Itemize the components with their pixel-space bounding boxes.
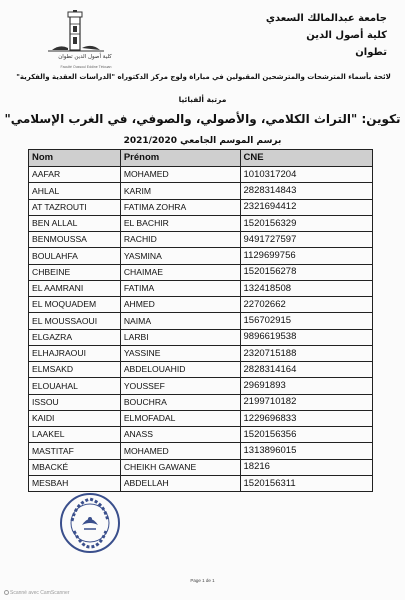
column-header-prenom: Prénom bbox=[120, 150, 240, 167]
table-row bbox=[29, 313, 373, 329]
cell-nom: EL MOUSSAOUI bbox=[29, 313, 121, 329]
cell-nom: BOULAHFA bbox=[29, 248, 121, 264]
cell-prenom: RACHID bbox=[120, 232, 240, 248]
cell-prenom: YASSINE bbox=[120, 345, 240, 361]
cell-cne: 9491727597 bbox=[240, 232, 372, 248]
cell-nom: EL AAMRANI bbox=[29, 280, 121, 296]
cell-cne: 2199710182 bbox=[240, 394, 372, 410]
cell-nom: AT TAZROUTI bbox=[29, 199, 121, 215]
cell-cne: 9896619538 bbox=[240, 329, 372, 345]
cell-cne: 1313896015 bbox=[240, 443, 372, 459]
city-name: تطوان bbox=[355, 47, 387, 58]
cell-prenom: NAIMA bbox=[120, 313, 240, 329]
table-row bbox=[29, 345, 373, 361]
table-row bbox=[29, 394, 373, 410]
cell-cne: 156702915 bbox=[240, 313, 372, 329]
cell-nom: CHBEINE bbox=[29, 264, 121, 280]
cell-prenom: ABDELOUAHID bbox=[120, 362, 240, 378]
cell-prenom: FATIMA ZOHRA bbox=[120, 199, 240, 215]
cell-cne: 1520156329 bbox=[240, 215, 372, 231]
cell-cne: 1229696833 bbox=[240, 410, 372, 426]
table-row bbox=[29, 199, 373, 215]
cell-nom: ISSOU bbox=[29, 394, 121, 410]
cell-prenom: CHEIKH GAWANE bbox=[120, 459, 240, 475]
faculty-stamp bbox=[58, 491, 122, 555]
university-name: جامعة عبدالمالك السعدي bbox=[265, 13, 387, 24]
cell-nom: KAIDI bbox=[29, 410, 121, 426]
table-row bbox=[29, 427, 373, 443]
table-row bbox=[29, 297, 373, 313]
cell-prenom: AHMED bbox=[120, 297, 240, 313]
scanner-watermark bbox=[4, 590, 69, 596]
cell-prenom: CHAIMAE bbox=[120, 264, 240, 280]
table-row bbox=[29, 167, 373, 183]
students-table bbox=[28, 149, 373, 492]
table-body bbox=[29, 167, 373, 492]
cell-prenom: ANASS bbox=[120, 427, 240, 443]
table-header-row bbox=[29, 150, 373, 167]
table-row bbox=[29, 232, 373, 248]
cell-nom: LAAKEL bbox=[29, 427, 121, 443]
cell-cne: 2828314164 bbox=[240, 362, 372, 378]
cell-cne: 1129699756 bbox=[240, 248, 372, 264]
cell-prenom: ABDELLAH bbox=[120, 475, 240, 491]
cell-nom: AHLAL bbox=[29, 183, 121, 199]
table-row bbox=[29, 362, 373, 378]
cell-prenom: MOHAMED bbox=[120, 443, 240, 459]
cell-nom: BEN ALLAL bbox=[29, 215, 121, 231]
cell-nom: MESBAH bbox=[29, 475, 121, 491]
faculty-name: كلية أصول الدين bbox=[306, 30, 387, 41]
cell-nom: AAFAR bbox=[29, 167, 121, 183]
cell-prenom: BOUCHRA bbox=[120, 394, 240, 410]
cell-cne: 132418508 bbox=[240, 280, 372, 296]
cell-nom: ELOUAHAL bbox=[29, 378, 121, 394]
cell-cne: 1010317204 bbox=[240, 167, 372, 183]
table-row bbox=[29, 443, 373, 459]
logo-subtitle: Faculté Oussoul Eddine Tétouan bbox=[60, 65, 112, 69]
cell-prenom: KARIM bbox=[120, 183, 240, 199]
table-row bbox=[29, 280, 373, 296]
table-row bbox=[29, 459, 373, 475]
cell-nom: ELGAZRA bbox=[29, 329, 121, 345]
cell-nom: MASTITAF bbox=[29, 443, 121, 459]
table-row bbox=[29, 329, 373, 345]
cell-cne: 1520156278 bbox=[240, 264, 372, 280]
cell-cne: 22702662 bbox=[240, 297, 372, 313]
academic-season: برسم الموسم الجامعي 2021/2020 bbox=[123, 136, 282, 146]
table-row bbox=[29, 475, 373, 491]
column-header-cne: CNE bbox=[240, 150, 372, 167]
cell-cne: 2828314843 bbox=[240, 183, 372, 199]
cell-prenom: ELMOFADAL bbox=[120, 410, 240, 426]
table-row bbox=[29, 183, 373, 199]
cell-cne: 29691893 bbox=[240, 378, 372, 394]
cell-nom: MBACKÉ bbox=[29, 459, 121, 475]
university-heading bbox=[266, 10, 387, 61]
cell-prenom: MOHAMED bbox=[120, 167, 240, 183]
ranking-note: مرتبة ألفبائيا bbox=[178, 95, 227, 104]
table-row bbox=[29, 264, 373, 280]
table-row bbox=[29, 248, 373, 264]
logo-caption: كلية أصول الدين تطوان bbox=[58, 54, 112, 60]
list-title: لائحة بأسماء المترشحات والمترشحين المقبولين في مباراة ولوج مركز الدكتوراه "الدراسات العقدية والفكرية" bbox=[16, 73, 391, 81]
cell-nom: ELHAJRAOUI bbox=[29, 345, 121, 361]
page-number: Page 1 de 1 bbox=[190, 578, 215, 583]
stamp-seal-icon bbox=[58, 491, 122, 555]
minaret-logo-icon bbox=[40, 10, 110, 56]
cell-nom: BENMOUSSA bbox=[29, 232, 121, 248]
camscanner-icon bbox=[4, 590, 9, 595]
training-title: تكوين: "التراث الكلامي، والأصولي، والصوفي، في الغرب الإسلامي" bbox=[4, 112, 401, 126]
cell-prenom: EL BACHIR bbox=[120, 215, 240, 231]
cell-nom: EL MOQUADEM bbox=[29, 297, 121, 313]
cell-cne: 2321694412 bbox=[240, 199, 372, 215]
cell-prenom: YOUSSEF bbox=[120, 378, 240, 394]
column-header-nom: Nom bbox=[29, 150, 121, 167]
cell-prenom: LARBI bbox=[120, 329, 240, 345]
faculty-logo bbox=[40, 10, 110, 72]
table-row bbox=[29, 410, 373, 426]
table-row bbox=[29, 215, 373, 231]
cell-cne: 18216 bbox=[240, 459, 372, 475]
cell-prenom: FATIMA bbox=[120, 280, 240, 296]
cell-nom: ELMSAKD bbox=[29, 362, 121, 378]
scanner-label: Scanné avec CamScanner bbox=[10, 590, 70, 596]
cell-cne: 1520156311 bbox=[240, 475, 372, 491]
table-row bbox=[29, 378, 373, 394]
cell-cne: 2320715188 bbox=[240, 345, 372, 361]
cell-cne: 1520156356 bbox=[240, 427, 372, 443]
cell-prenom: YASMINA bbox=[120, 248, 240, 264]
